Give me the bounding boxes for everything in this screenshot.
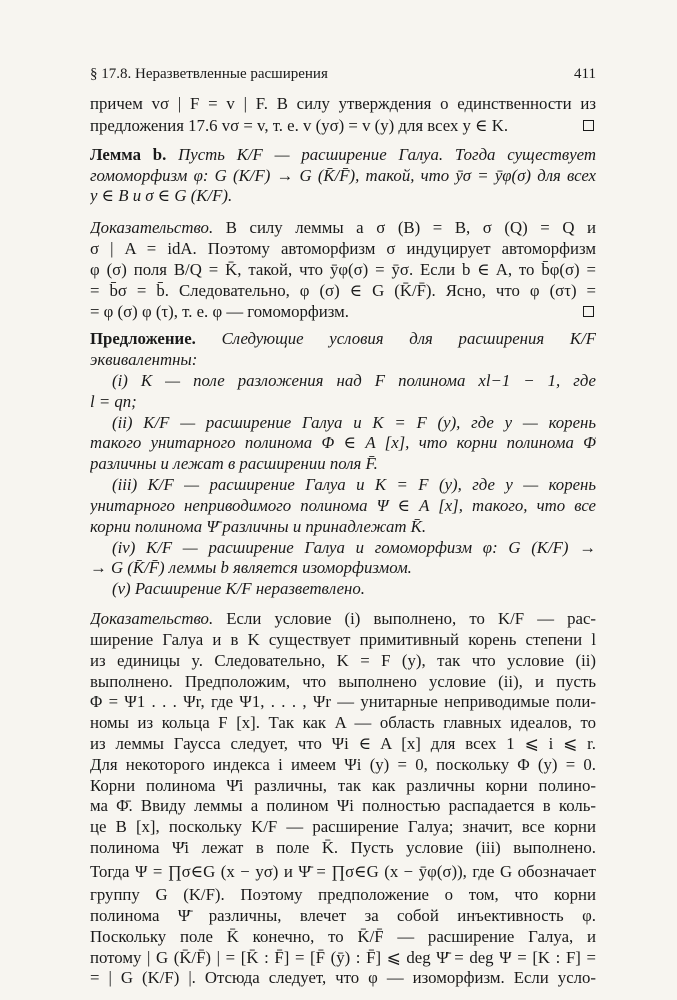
line-text: группу G (K/F). Поэтому предположение о том, что корни	[90, 885, 596, 904]
text-line	[90, 966, 596, 989]
text-line	[90, 883, 596, 906]
proof-lead: Доказательство.	[90, 218, 214, 237]
line-text: y ∈ B и σ ∈ G (K/F).	[90, 186, 233, 205]
line-text: = b̄σ = b̄. Следовательно, φ (σ) ∈ G (K̄/F̄). Ясно, что φ (στ) =	[90, 281, 596, 300]
line-text: (i) K — поле разложения над F полинома xl−1 − 1, где	[112, 371, 596, 390]
proof-text: Если условие (i) выполнено, то K/F — рас-	[213, 609, 596, 628]
heading-statement: Следующие условия для расширения K/F	[195, 329, 596, 348]
line-text: из леммы Гаусса следует, что Ψi ∈ A [x] для всех 1 ⩽ i ⩽ r.	[90, 734, 596, 753]
line-text: причем vσ | F = v | F. В силу утверждения о единственности из	[90, 94, 596, 113]
line-text: (ii) K/F — расширение Галуа и K = F (y), где y — корень	[112, 413, 596, 432]
line-text: Поскольку поле K̄ конечно, то K̄/F̄ — расширение Галуа, и	[90, 927, 596, 946]
text-line	[90, 556, 596, 579]
text-line	[90, 753, 596, 776]
text-line	[90, 258, 596, 281]
text-line	[90, 732, 596, 755]
line-text: корни полинома Ψ̄ различны и принадлежат K̄.	[90, 517, 427, 536]
text-line	[90, 143, 596, 166]
line-text: → G (K̄/F̄) леммы b является изоморфизмом.	[90, 558, 412, 577]
text-line	[90, 494, 596, 517]
line-text	[90, 609, 596, 628]
text-line	[90, 452, 596, 475]
line-text: = φ (σ) φ (τ), т. е. φ — гомоморфизм.	[90, 302, 349, 321]
text-line	[90, 577, 596, 600]
line-text: унитарного неприводимого полинома Ψ ∈ A [x], такого, что все	[90, 496, 596, 515]
line-text: выполнено. Предположим, что выполнено условие (ii), и пусть	[90, 672, 596, 691]
proof-lead: Доказательство.	[90, 609, 214, 628]
line-text	[90, 329, 596, 348]
text-line	[90, 473, 596, 496]
text-line	[90, 431, 596, 454]
text-line	[90, 390, 596, 413]
line-text: (iv) K/F — расширение Галуа и гомоморфизм φ: G (K/F) →	[112, 538, 596, 557]
book-page	[90, 0, 596, 1000]
line-text: различны и лежат в расширении поля F̄.	[90, 454, 378, 473]
text-line	[90, 300, 596, 323]
page-number: 411	[574, 66, 596, 82]
text-line	[90, 184, 596, 207]
text-line	[90, 369, 596, 392]
line-text: такого унитарного полинома Φ ∈ A [x], что корни полинома Φ̄	[90, 433, 596, 452]
line-text: σ | A = idA. Поэтому автоморфизм σ индуцирует автоморфизм	[90, 239, 596, 258]
running-header	[90, 66, 596, 86]
line-text: эквивалентны:	[90, 350, 198, 369]
text-line	[90, 860, 596, 883]
line-text: l = qn;	[90, 392, 137, 411]
text-line	[90, 515, 596, 538]
heading-statement: Пусть K/F — расширение Галуа. Тогда существует	[166, 145, 596, 164]
text-line	[90, 279, 596, 302]
line-text: Φ = Ψ1 . . . Ψr, где Ψ1, . . . , Ψr — унитарные неприводимые поли-	[90, 692, 596, 711]
line-text: Для некоторого индекса i имеем Ψi (y) = 0, поскольку Φ (y) = 0.	[90, 755, 596, 774]
text-line	[90, 114, 596, 137]
line-text: ма Φ̄. Ввиду леммы a полином Ψi полностью распадается в коль-	[90, 796, 596, 815]
heading-lead: Предложение.	[90, 329, 196, 348]
text-line	[90, 216, 596, 239]
text-line	[90, 348, 596, 371]
text-line	[90, 237, 596, 260]
text-line	[90, 327, 596, 350]
text-line	[90, 628, 596, 651]
line-text	[90, 145, 596, 164]
line-text: гомоморфизм φ: G (K/F) → G (K̄/F̄), такой, что ȳσ = ȳφ(σ) для всех	[90, 166, 596, 185]
line-text: из единицы y. Следовательно, K = F (y), так что условие (ii)	[90, 651, 596, 670]
line-text: Корни полинома Ψ̄i различны, так как различны корни полино-	[90, 776, 596, 795]
line-text: це B [x], поскольку K/F — расширение Галуа; значит, все корни	[90, 817, 596, 836]
line-text: = | G (K/F) |. Отсюда следует, что φ — изоморфизм. Если усло-	[90, 968, 596, 987]
text-line	[90, 836, 596, 859]
text-line	[90, 607, 596, 630]
line-text: φ (σ) поля B/Q = K̄, такой, что ȳφ(σ) = ȳσ. Если b ∈ A, то b̄φ(σ) =	[90, 260, 596, 279]
text-line	[90, 711, 596, 734]
line-text: (iii) K/F — расширение Галуа и K = F (y), где y — корень	[112, 475, 596, 494]
proof-text: В силу леммы a σ (B) = B, σ (Q) = Q и	[213, 218, 596, 237]
qed-square-icon	[583, 306, 594, 317]
text-line	[90, 925, 596, 948]
text-line	[90, 92, 596, 115]
text-line	[90, 649, 596, 672]
text-line	[90, 690, 596, 713]
text-line	[90, 794, 596, 817]
section-title: § 17.8. Неразветвленные расширения	[90, 66, 328, 82]
qed-square-icon	[583, 120, 594, 131]
line-text: потому | G (K̄/F̄) | = [K̄ : F̄] = [F̄ (ȳ) : F̄] ⩽ deg Ψ̄ = deg Ψ = [K : F] =	[90, 948, 596, 967]
line-text: полинома Ψ̄ различны, влечет за собой инъективность φ.	[90, 906, 596, 925]
line-text: предложения 17.6 vσ = v, т. е. v (yσ) = v (y) для всех y ∈ K.	[90, 116, 509, 135]
text-line	[90, 904, 596, 927]
text-line	[90, 815, 596, 838]
line-text: номы из кольца F [x]. Так как A — область главных идеалов, то	[90, 713, 596, 732]
line-text: полинома Ψ̄i лежат в поле K̄. Пусть условие (iii) выполнено.	[90, 838, 596, 857]
line-text: Тогда Ψ = ∏σ∈G (x − yσ) и Ψ̄ = ∏σ∈G (x − ȳφ(σ)), где G обозначает	[90, 862, 596, 881]
heading-lead: Лемма b.	[90, 145, 167, 164]
line-text: ширение Галуа и в K существует примитивный корень степени l	[90, 630, 596, 649]
line-text: (v) Расширение K/F неразветвлено.	[112, 579, 365, 598]
line-text	[90, 218, 596, 237]
